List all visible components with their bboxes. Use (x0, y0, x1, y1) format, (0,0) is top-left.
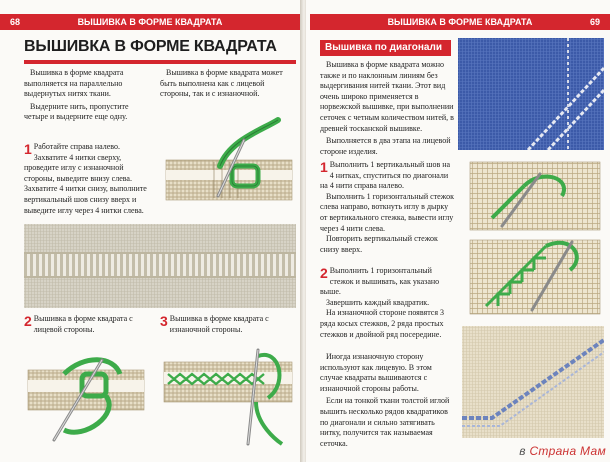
step-text: Работайте справа налево. Захватите 4 нитки сверху, проведите иглу с изнаночной стороны, выведите внизу слева. Захватите 4 нитки снизу, выполните вертикальный шов снизу вверх и выведите иглу через 4 нитки слева. (24, 142, 147, 215)
intro-paragraph: Выполняется в два этапа на лицевой стороне изделия. (320, 136, 451, 156)
step-3 (160, 314, 292, 335)
intro-column-1 (24, 68, 154, 125)
diagonal-stitch-illustration (462, 158, 604, 318)
watermark (519, 444, 606, 458)
outro-paragraph: Иногда изнаночную сторону используют как лицевую. В этом случае квадраты вышиваются с изнаночной стороны работы. (320, 352, 432, 393)
section-subheading: Вышивка по диагонали (320, 40, 451, 56)
step-text: Выполнить 1 вертикальный шов на 4 нитках, спуститься по диагонали на 4 нити справа налево. (320, 160, 451, 191)
intro-column-2 (160, 68, 290, 102)
step-number: 1 (320, 159, 328, 175)
step-paragraph: На изнаночной стороне появятся 3 ряда косых стежков, 2 ряда простых стежков и двойной ряд посередине. (320, 308, 445, 339)
intro-paragraph: Вышивка в форме квадрата можно также и по наклонным линиям без выдергивания нитей ткани. Этот вид очень широко применяется в норвежской вышивке, при выполнении сеточек с четным количеством нитей, в древней тосканской вышивке. (320, 60, 454, 133)
left-header-title: ВЫШИВКА В ФОРМЕ КВАДРАТА (77, 17, 223, 27)
needle-illustration-1 (160, 100, 296, 214)
blue-fabric-photo (458, 38, 604, 150)
step-2 (24, 314, 148, 335)
right-page-header (310, 14, 610, 30)
cream-fabric-photo (462, 326, 604, 438)
intro-paragraph: Вышивка в форме квадрата выполняется на параллельно выдернутых нитях ткани. (24, 68, 124, 99)
intro-paragraph: Выдерните нить, пропустите четыре и выдерните еще одну. (24, 101, 129, 122)
watermark-prefix: в (519, 444, 530, 458)
heading-underline (24, 60, 296, 64)
left-page-header (0, 14, 300, 30)
step-number: 1 (24, 141, 32, 157)
intro-paragraph: Вышивка в форме квадрата может быть выполнена как с лицевой стороны, так и с изнаночной. (160, 68, 283, 99)
step-1 (24, 142, 152, 216)
needle-illustration-2 (24, 344, 150, 452)
left-page-number: 68 (9, 17, 20, 27)
step-paragraph: Завершить каждый квадратик. (326, 297, 430, 307)
needle-illustration-3 (160, 344, 296, 452)
step-text: Вышивка в форме квадрата с лицевой стороны. (33, 314, 133, 334)
right-page-number: 69 (589, 17, 600, 27)
step-1 (320, 160, 456, 255)
page-heading: ВЫШИВКА В ФОРМЕ КВАДРАТА (24, 38, 277, 55)
right-header-title: ВЫШИВКА В ФОРМЕ КВАДРАТА (387, 17, 533, 27)
step-paragraph: Выполнить 1 горизонтальный стежок слева направо, воткнуть иглу в дырку от вертикального стежка, вывести иглу через 4 нити слева. (320, 191, 454, 233)
step-number: 2 (320, 265, 328, 281)
hemstitch-photo (24, 224, 296, 308)
outro-paragraph: Если на тонкой ткани толстой иглой вышить несколько рядов квадратиков по диагонали и сильно затягивать нитку, получится так называемая сеточка. (320, 396, 450, 448)
right-page (306, 0, 610, 462)
watermark-text: Страна Мам (529, 444, 606, 458)
right-outro (320, 352, 456, 451)
step-text: Вышивка в форме квадрата с изнаночной стороны. (169, 314, 269, 334)
step-paragraph: Повторить вертикальный стежок снизу вверх. (320, 234, 438, 254)
step-number: 2 (24, 313, 32, 329)
left-page (0, 0, 302, 462)
step-number: 3 (160, 313, 168, 329)
step-text: Выполнить 1 горизонтальный стежок и вышивать, как указано выше. (320, 266, 440, 297)
step-2 (320, 266, 456, 340)
right-intro (320, 60, 456, 159)
